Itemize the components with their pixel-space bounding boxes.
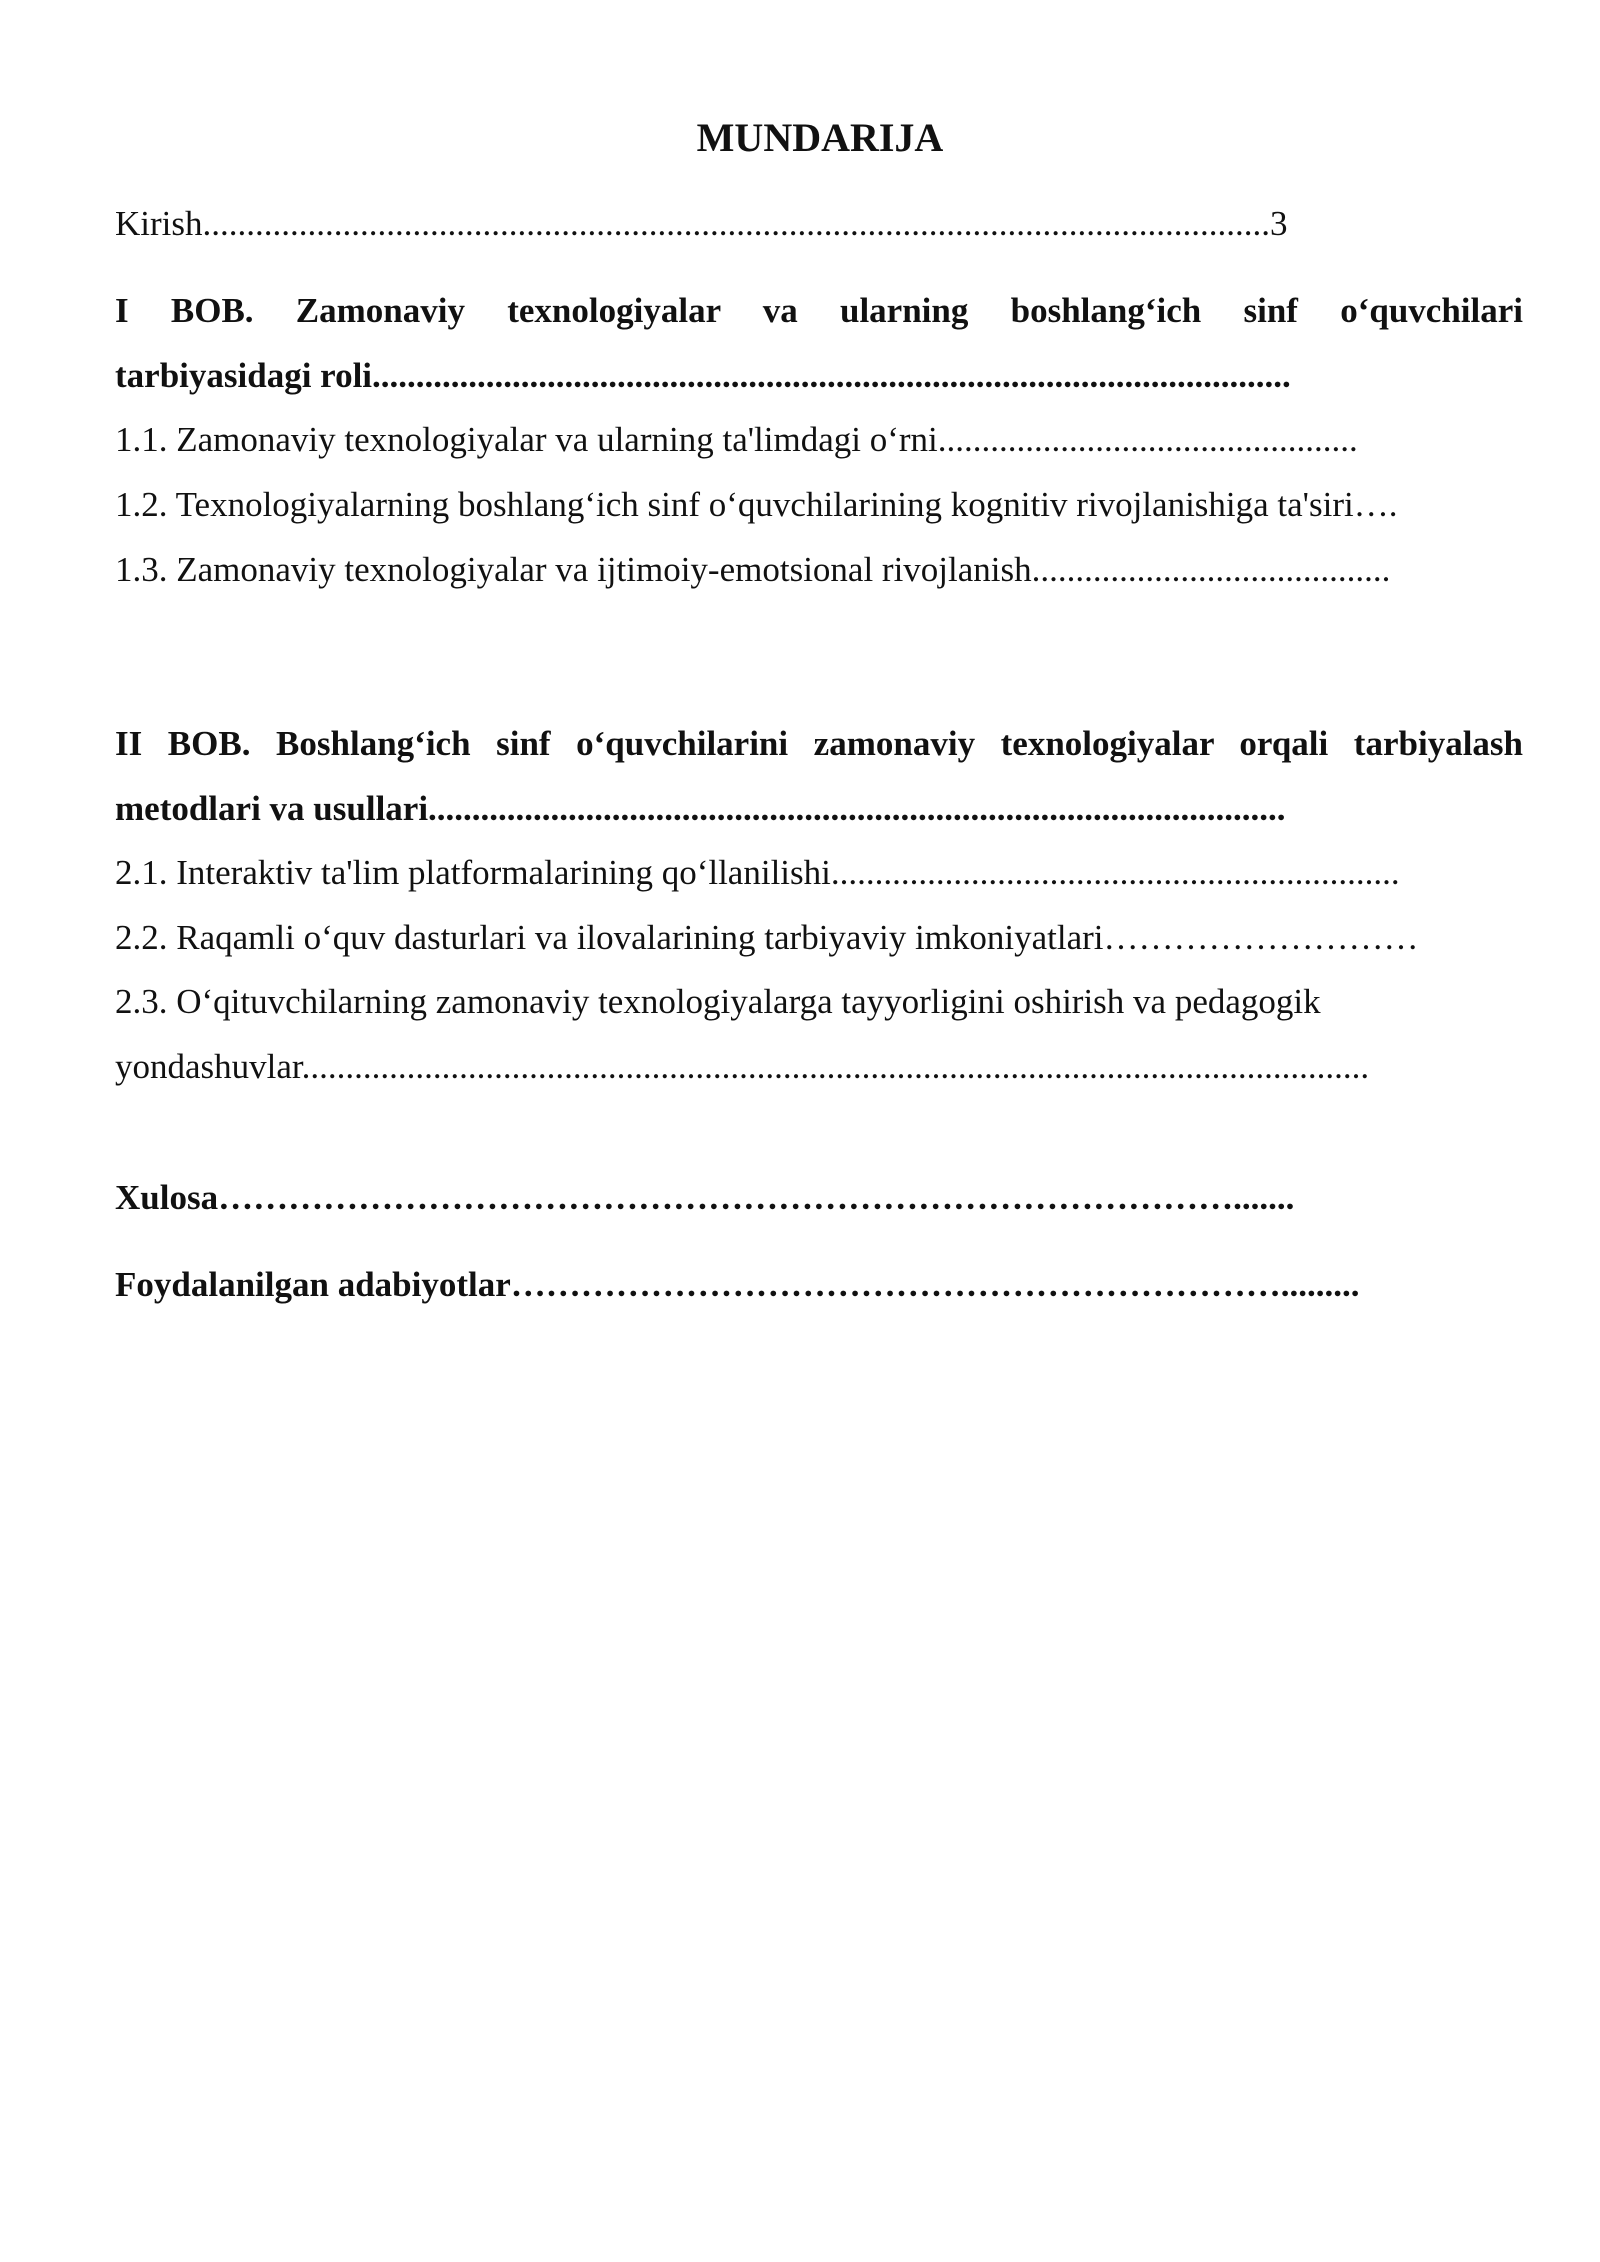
toc-entry-adabiyotlar: Foydalanilgan adabiyotlar…………………………………………………………......... xyxy=(115,1265,1360,1304)
toc-section-2-3-line-1: 2.3. O‘qituvchilarning zamonaviy texnologiyalarga tayyorligini oshirish va pedagogik xyxy=(115,982,1321,1021)
toc-chapter-1-line-2: tarbiyasidagi roli......................................................................................................... xyxy=(115,356,1291,395)
toc-chapter-2-line-1: II BOB. Boshlang‘ich sinf o‘quvchilarini zamonaviy texnologiyalar orqali tarbiyalash xyxy=(115,724,1523,763)
toc-section-1-1: 1.1. Zamonaviy texnologiyalar va ularning ta'limdagi o‘rni................................................ xyxy=(115,420,1358,459)
page-title: MUNDARIJA xyxy=(696,115,944,160)
toc-section-2-2: 2.2. Raqamli o‘quv dasturlari va ilovalarining tarbiyaviy imkoniyatlari……………………… xyxy=(115,918,1419,957)
toc-section-2-1: 2.1. Interaktiv ta'lim platformalarining qo‘llanilishi................................................................. xyxy=(115,853,1400,892)
toc-entry-xulosa: Xulosa……………………………………………………………………………....... xyxy=(115,1178,1295,1217)
toc-section-1-3: 1.3. Zamonaviy texnologiyalar va ijtimoiy-emotsional rivojlanish......................................... xyxy=(115,550,1391,589)
toc-chapter-1-line-1: I BOB. Zamonaviy texnologiyalar va ularning boshlang‘ich sinf o‘quvchilari xyxy=(115,291,1523,330)
toc-section-2-3-line-2: yondashuvlar.......................................................................................................................... xyxy=(115,1047,1370,1086)
toc-chapter-2-line-2: metodlari va usullari.................................................................................................. xyxy=(115,789,1286,828)
toc-section-1-2: 1.2. Texnologiyalarning boshlang‘ich sinf o‘quvchilarining kognitiv rivojlanishiga ta'siri…. xyxy=(115,485,1398,524)
toc-entry-kirish: Kirish..........................................................................................................................3 xyxy=(115,204,1288,243)
